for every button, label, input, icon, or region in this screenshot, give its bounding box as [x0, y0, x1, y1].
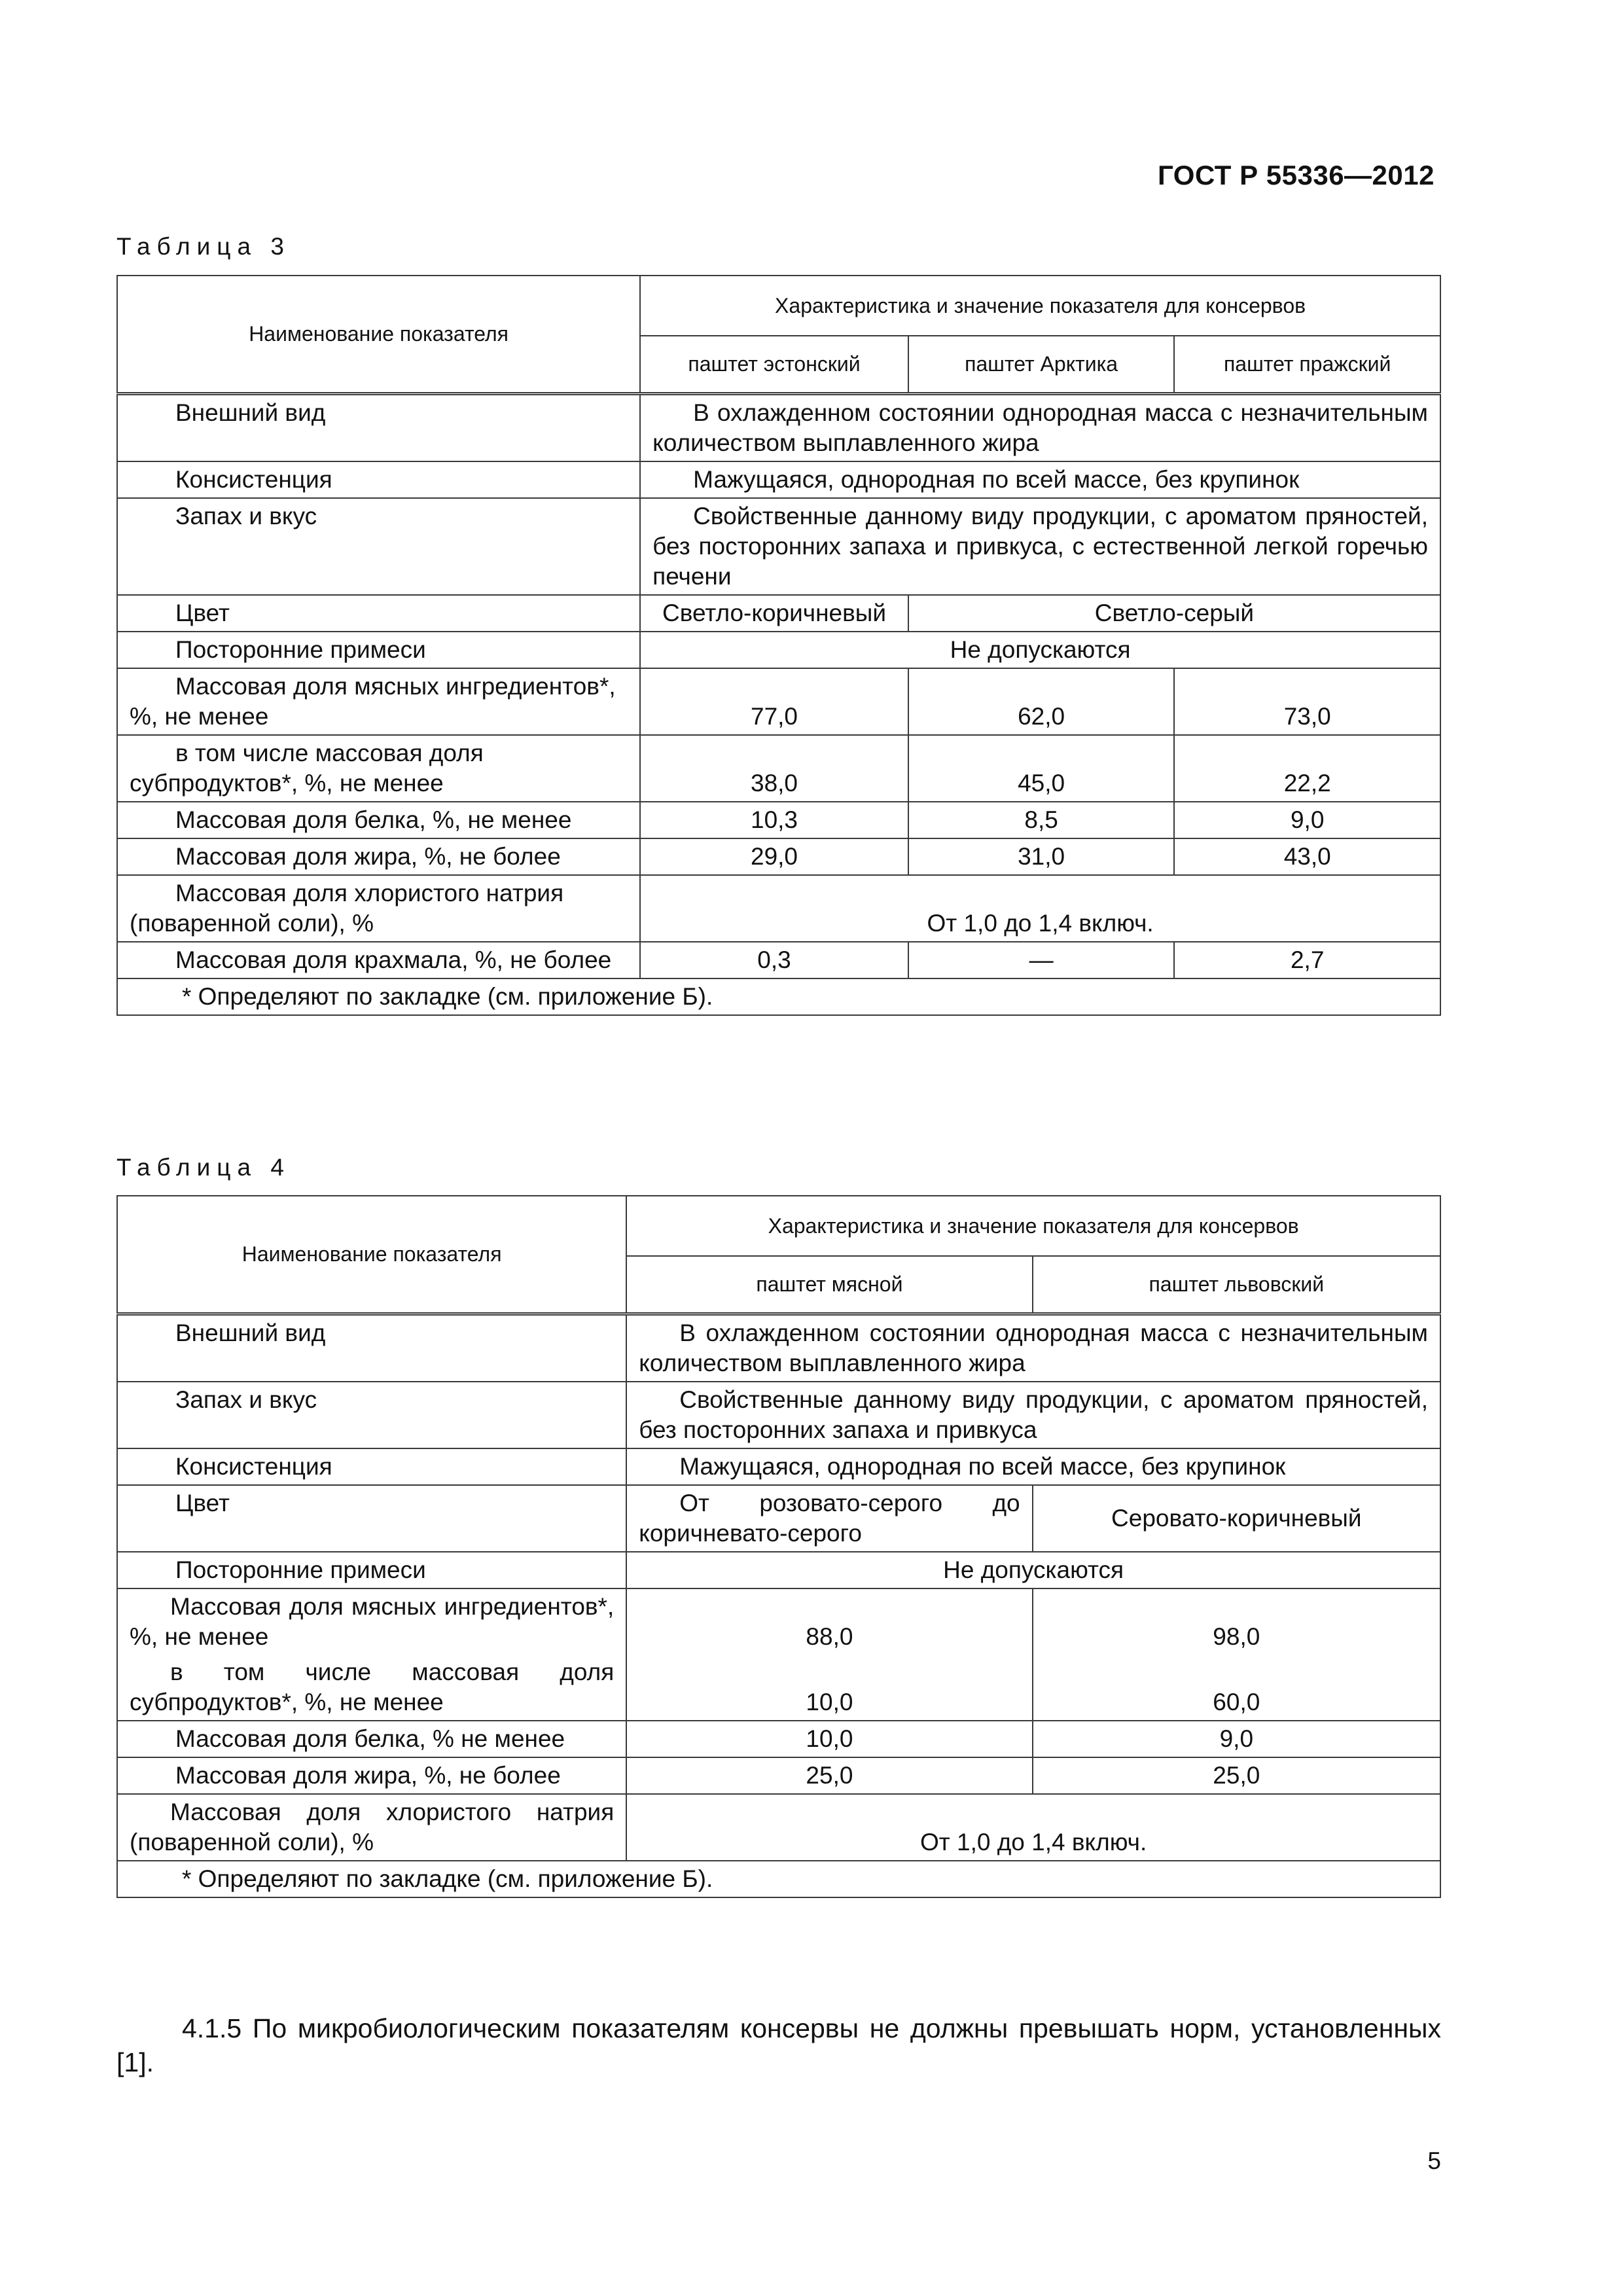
table-row — [117, 1861, 1440, 1897]
table-row — [117, 1314, 1440, 1382]
table-row — [117, 1448, 1440, 1485]
table4-header-name: Наименование показателя — [117, 1196, 626, 1314]
table3-header-group: Характеристика и значение показателя для консервов — [640, 276, 1440, 336]
table-row — [117, 1655, 1440, 1721]
table3-header-col: паштет пражский — [1174, 336, 1440, 393]
row-value: 25,0 — [626, 1757, 1032, 1794]
row-value: 10,0 — [626, 1655, 1032, 1721]
row-value: Серовато-коричневый — [1033, 1485, 1440, 1552]
table4-header-col: паштет мясной — [626, 1256, 1032, 1314]
row-value: Мажущаяся, однородная по всей массе, без крупинок — [640, 461, 1440, 498]
table-row — [117, 802, 1440, 838]
row-value: 8,5 — [908, 802, 1175, 838]
row-value: 29,0 — [640, 838, 908, 875]
table-row — [117, 461, 1440, 498]
table4-header-col: паштет львовский — [1033, 1256, 1440, 1314]
table3-caption: Таблица 3 — [116, 233, 291, 260]
row-label: в том числе массовая доля субпродуктов*, %, не менее — [117, 735, 640, 802]
row-label: Массовая доля белка, %, не менее — [117, 802, 640, 838]
row-value: 73,0 — [1174, 668, 1440, 735]
row-label: Цвет — [117, 595, 640, 632]
row-value: 9,0 — [1033, 1721, 1440, 1757]
row-label: в том числе массовая доля субпродуктов*, %, не менее — [117, 1655, 626, 1721]
row-value: 2,7 — [1174, 942, 1440, 978]
row-value: 9,0 — [1174, 802, 1440, 838]
table3-header-col: паштет Арктика — [908, 336, 1175, 393]
table-row — [117, 978, 1440, 1015]
table-row — [117, 1794, 1440, 1861]
row-value: В охлажденном состоянии однородная масса с незначительным количеством выплавленного жира — [626, 1314, 1440, 1382]
table-row — [117, 393, 1440, 461]
table-row — [117, 1721, 1440, 1757]
table-row — [117, 1588, 1440, 1655]
table-row — [117, 1382, 1440, 1448]
row-label: Массовая доля мясных ингредиентов*, %, не менее — [117, 668, 640, 735]
table3-footnote: * Определяют по закладке (см. приложение Б). — [117, 978, 1440, 1015]
row-value: 43,0 — [1174, 838, 1440, 875]
row-value: Свойственные данному виду продукции, с ароматом пряностей, без посторонних запаха и привкуса, с естественной легкой горечью печени — [640, 498, 1440, 595]
row-label: Массовая доля хлористого натрия (поваренной соли), % — [117, 1794, 626, 1861]
row-value: 77,0 — [640, 668, 908, 735]
row-value: Не допускаются — [640, 632, 1440, 668]
row-value: От 1,0 до 1,4 включ. — [640, 875, 1440, 942]
row-value: 0,3 — [640, 942, 908, 978]
row-value: 88,0 — [626, 1588, 1032, 1655]
row-label: Массовая доля жира, %, не более — [117, 1757, 626, 1794]
row-label: Массовая доля хлористого натрия (поваренной соли), % — [117, 875, 640, 942]
document-standard-number: ГОСТ Р 55336—2012 — [1158, 160, 1435, 190]
row-value: В охлажденном состоянии однородная масса с незначительным количеством выплавленного жира — [640, 393, 1440, 461]
row-value: Свойственные данному виду продукции, с ароматом пряностей, без посторонних запаха и привкуса — [626, 1382, 1440, 1448]
table4-caption: Таблица 4 — [116, 1154, 291, 1181]
row-value: Мажущаяся, однородная по всей массе, без крупинок — [626, 1448, 1440, 1485]
row-value: От розовато-серого до коричневато-серого — [626, 1485, 1032, 1552]
table4-footnote: * Определяют по закладке (см. приложение Б). — [117, 1861, 1440, 1897]
row-label: Запах и вкус — [117, 498, 640, 595]
row-value: Светло-коричневый — [640, 595, 908, 632]
row-value: 25,0 — [1033, 1757, 1440, 1794]
row-label: Запах и вкус — [117, 1382, 626, 1448]
table-row — [117, 595, 1440, 632]
table3-header-col: паштет эстонский — [640, 336, 908, 393]
row-label: Посторонние примеси — [117, 632, 640, 668]
table-row — [117, 1552, 1440, 1588]
table4-header-group: Характеристика и значение показателя для консервов — [626, 1196, 1440, 1256]
table-row — [117, 942, 1440, 978]
row-value: — — [908, 942, 1175, 978]
table-row — [117, 632, 1440, 668]
table-row — [117, 498, 1440, 595]
row-label: Консистенция — [117, 1448, 626, 1485]
table3-header-name: Наименование показателя — [117, 276, 640, 393]
row-value: 22,2 — [1174, 735, 1440, 802]
row-value: Светло-серый — [908, 595, 1440, 632]
row-value: 98,0 — [1033, 1588, 1440, 1655]
row-label: Массовая доля мясных ингредиентов*, %, не менее — [117, 1588, 626, 1655]
row-value: 60,0 — [1033, 1655, 1440, 1721]
section-paragraph: 4.1.5 По микробиологическим показателям консервы не должны превышать норм, установленных [1]. — [116, 2013, 1441, 2077]
table3 — [116, 275, 1441, 1016]
page-number: 5 — [1427, 2147, 1441, 2174]
row-value: 10,0 — [626, 1721, 1032, 1757]
row-label: Внешний вид — [117, 1314, 626, 1382]
row-label: Посторонние примеси — [117, 1552, 626, 1588]
row-value: 45,0 — [908, 735, 1175, 802]
row-label: Массовая доля крахмала, %, не более — [117, 942, 640, 978]
table-row — [117, 838, 1440, 875]
row-label: Цвет — [117, 1485, 626, 1552]
row-value: Не допускаются — [626, 1552, 1440, 1588]
row-label: Массовая доля жира, %, не более — [117, 838, 640, 875]
row-value: 10,3 — [640, 802, 908, 838]
row-value: 62,0 — [908, 668, 1175, 735]
table-row — [117, 1757, 1440, 1794]
table4 — [116, 1195, 1441, 1898]
row-value: 31,0 — [908, 838, 1175, 875]
table-row — [117, 735, 1440, 802]
row-label: Внешний вид — [117, 393, 640, 461]
table-row — [117, 1485, 1440, 1552]
row-label: Массовая доля белка, % не менее — [117, 1721, 626, 1757]
table-row — [117, 875, 1440, 942]
row-label: Консистенция — [117, 461, 640, 498]
row-value: От 1,0 до 1,4 включ. — [626, 1794, 1440, 1861]
table-row — [117, 668, 1440, 735]
row-value: 38,0 — [640, 735, 908, 802]
